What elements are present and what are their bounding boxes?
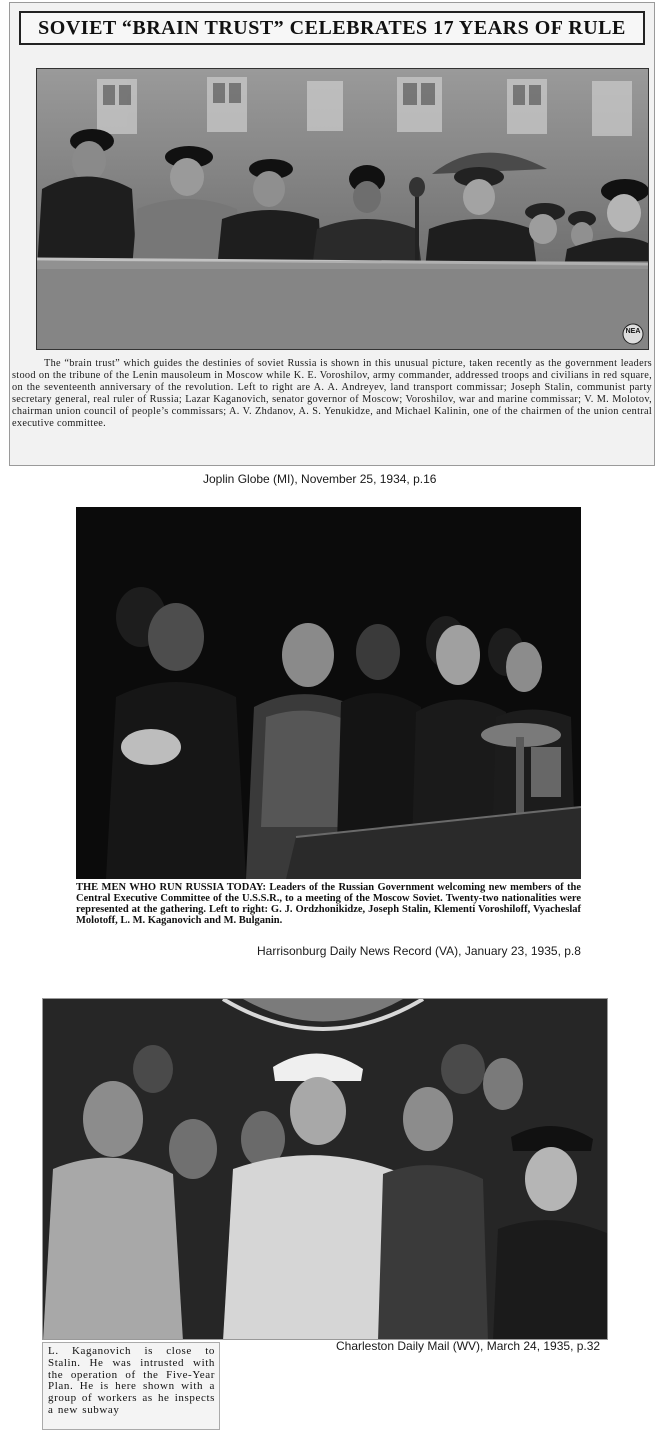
- clipping-1-caption: The “brain trust” which guides the destinies of soviet Russia is shown in this unusual picture, taken recently as the government leaders stood on the tribune of the Lenin mausoleum in Moscow while K. E. Voroshilov, army commander, addressed troops and civilians in red square, on the seventeenth anniversary of the revolution. Left to right are A. A. Andreyev, land transport commissar; Joseph Stalin, communist party secretary general, real ruler of Russia; Lazar Kaganovich, senator governor of Moscow; Voroshilov, war and marine commissar; V. M. Molotov, chairman union council of people’s commissars; A. V. Zhdanov, A. S. Yenukidze, and Michael Kalinin, one of the chairmen of the union central executive committee.: [12, 358, 652, 429]
- clipping-1-headline: SOVIET “BRAIN TRUST” CELEBRATES 17 YEARS OF RULE: [19, 11, 645, 45]
- clipping-3-credit: Charleston Daily Mail (WV), March 24, 1935, p.32: [336, 1339, 601, 1353]
- clipping-1-photo: [36, 68, 649, 350]
- clipping-2-photo: [76, 507, 581, 879]
- nea-mark: NEA: [625, 328, 641, 335]
- clipping-3-photo: [42, 998, 608, 1340]
- clipping-2-caption-lead: THE MEN WHO RUN RUSSIA TODAY:: [76, 882, 267, 893]
- clipping-3-caption: L. Kaganovich is close to Stalin. He was intrusted with the operation of the Five-Year Plan. He is here shown with a group of workers as he inspects a new subway: [42, 1342, 220, 1430]
- clipping-1: [9, 2, 655, 466]
- clipping-2-credit: Harrisonburg Daily News Record (VA), January 23, 1935, p.8: [257, 944, 581, 958]
- clipping-2-caption-body: Leaders of the Russian Government welcoming new members of the Central Executive Committee of the U.S.S.R., to a meeting of the Moscow Soviet. Twenty-two nationalities were represented at the gathering. Left to right: G. J. Ordzhonikidze, Joseph Stalin, Klementi Voroshiloff, Vyacheslaf Molotoff, L. M. Kaganovich and M. Bulganin.: [76, 882, 581, 926]
- clipping-1-credit: Joplin Globe (MI), November 25, 1934, p.16: [203, 472, 437, 486]
- clipping-2-caption: [76, 882, 581, 926]
